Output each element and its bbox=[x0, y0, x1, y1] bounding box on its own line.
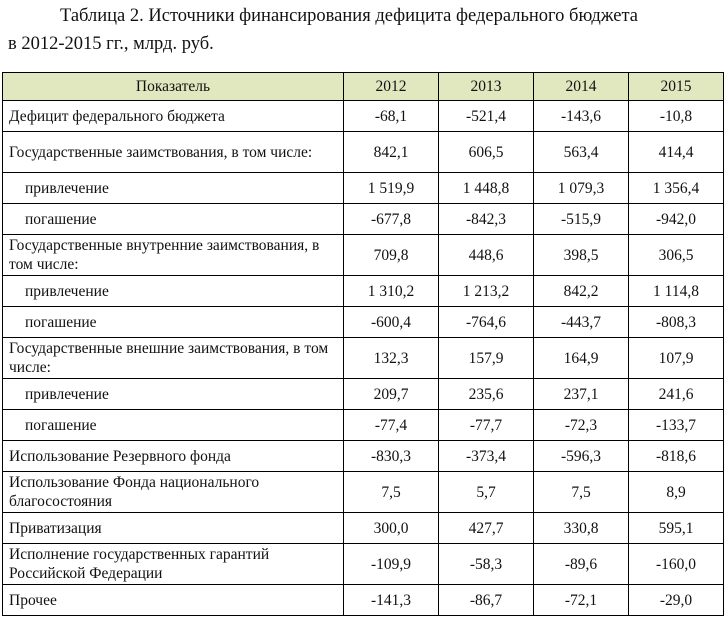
caption-line-2: в 2012-2015 гг., млрд. руб. bbox=[8, 34, 214, 54]
cell-2014: -596,3 bbox=[534, 441, 629, 472]
row-label: привлечение bbox=[3, 173, 344, 204]
cell-2012: -77,4 bbox=[344, 410, 439, 441]
cell-2015: 1 356,4 bbox=[629, 173, 724, 204]
table-row bbox=[3, 173, 724, 204]
table-row bbox=[3, 132, 724, 173]
cell-2012: -68,1 bbox=[344, 101, 439, 132]
row-label: Государственные внутренние заимствования, в том числе: bbox=[3, 235, 344, 276]
cell-2012: 7,5 bbox=[344, 472, 439, 513]
cell-2015: -10,8 bbox=[629, 101, 724, 132]
cell-2015: 1 114,8 bbox=[629, 276, 724, 307]
cell-2013: 1 448,8 bbox=[439, 173, 534, 204]
cell-2015: -29,0 bbox=[629, 585, 724, 616]
cell-2013: -842,3 bbox=[439, 204, 534, 235]
row-label: Государственные внешние заимствования, в том числе: bbox=[3, 338, 344, 379]
row-label: погашение bbox=[3, 307, 344, 338]
cell-2014: 7,5 bbox=[534, 472, 629, 513]
cell-2012: -141,3 bbox=[344, 585, 439, 616]
cell-2013: 235,6 bbox=[439, 379, 534, 410]
cell-2013: -521,4 bbox=[439, 101, 534, 132]
cell-2012: 709,8 bbox=[344, 235, 439, 276]
header-row bbox=[3, 73, 724, 101]
header-year-2012: 2012 bbox=[344, 73, 439, 101]
cell-2013: -77,7 bbox=[439, 410, 534, 441]
cell-2012: 300,0 bbox=[344, 513, 439, 544]
cell-2015: -133,7 bbox=[629, 410, 724, 441]
cell-2014: 842,2 bbox=[534, 276, 629, 307]
table-row bbox=[3, 307, 724, 338]
row-label: Использование Фонда национального благосостояния bbox=[3, 472, 344, 513]
row-label: привлечение bbox=[3, 379, 344, 410]
row-label: Государственные заимствования, в том числе: bbox=[3, 132, 344, 173]
cell-2015: 306,5 bbox=[629, 235, 724, 276]
row-label: погашение bbox=[3, 410, 344, 441]
table-row bbox=[3, 379, 724, 410]
cell-2013: 157,9 bbox=[439, 338, 534, 379]
header-year-2014: 2014 bbox=[534, 73, 629, 101]
table-row bbox=[3, 441, 724, 472]
table-row bbox=[3, 544, 724, 585]
cell-2012: 132,3 bbox=[344, 338, 439, 379]
row-label: Исполнение государственных гарантий Российской Федерации bbox=[3, 544, 344, 585]
header-year-2013: 2013 bbox=[439, 73, 534, 101]
row-label: привлечение bbox=[3, 276, 344, 307]
cell-2015: 414,4 bbox=[629, 132, 724, 173]
cell-2013: -86,7 bbox=[439, 585, 534, 616]
cell-2013: 448,6 bbox=[439, 235, 534, 276]
row-label: Дефицит федерального бюджета bbox=[3, 101, 344, 132]
table-caption bbox=[8, 2, 718, 58]
cell-2012: -109,9 bbox=[344, 544, 439, 585]
cell-2015: -818,6 bbox=[629, 441, 724, 472]
cell-2014: -443,7 bbox=[534, 307, 629, 338]
cell-2012: 209,7 bbox=[344, 379, 439, 410]
financing-table bbox=[2, 72, 724, 616]
cell-2013: -764,6 bbox=[439, 307, 534, 338]
row-label: Приватизация bbox=[3, 513, 344, 544]
row-label: погашение bbox=[3, 204, 344, 235]
cell-2013: 5,7 bbox=[439, 472, 534, 513]
cell-2014: -72,1 bbox=[534, 585, 629, 616]
cell-2014: 164,9 bbox=[534, 338, 629, 379]
caption-line-1: Таблица 2. Источники финансирования дефицита федерального бюджета bbox=[60, 6, 639, 26]
cell-2014: -89,6 bbox=[534, 544, 629, 585]
cell-2015: 107,9 bbox=[629, 338, 724, 379]
cell-2015: -160,0 bbox=[629, 544, 724, 585]
table-row bbox=[3, 513, 724, 544]
cell-2015: 595,1 bbox=[629, 513, 724, 544]
cell-2014: 330,8 bbox=[534, 513, 629, 544]
cell-2014: -515,9 bbox=[534, 204, 629, 235]
cell-2014: 563,4 bbox=[534, 132, 629, 173]
table-row bbox=[3, 472, 724, 513]
cell-2012: -600,4 bbox=[344, 307, 439, 338]
cell-2013: 1 213,2 bbox=[439, 276, 534, 307]
header-indicator: Показатель bbox=[3, 73, 344, 101]
cell-2015: -808,3 bbox=[629, 307, 724, 338]
cell-2013: -58,3 bbox=[439, 544, 534, 585]
cell-2012: 842,1 bbox=[344, 132, 439, 173]
cell-2013: 606,5 bbox=[439, 132, 534, 173]
cell-2015: -942,0 bbox=[629, 204, 724, 235]
cell-2014: -143,6 bbox=[534, 101, 629, 132]
cell-2013: -373,4 bbox=[439, 441, 534, 472]
table-row bbox=[3, 235, 724, 276]
cell-2014: 1 079,3 bbox=[534, 173, 629, 204]
cell-2012: 1 310,2 bbox=[344, 276, 439, 307]
table-row bbox=[3, 204, 724, 235]
cell-2014: -72,3 bbox=[534, 410, 629, 441]
row-label: Использование Резервного фонда bbox=[3, 441, 344, 472]
cell-2012: -677,8 bbox=[344, 204, 439, 235]
cell-2015: 241,6 bbox=[629, 379, 724, 410]
cell-2012: 1 519,9 bbox=[344, 173, 439, 204]
table-row bbox=[3, 338, 724, 379]
cell-2014: 237,1 bbox=[534, 379, 629, 410]
cell-2012: -830,3 bbox=[344, 441, 439, 472]
header-year-2015: 2015 bbox=[629, 73, 724, 101]
table-row bbox=[3, 410, 724, 441]
table-row bbox=[3, 101, 724, 132]
cell-2015: 8,9 bbox=[629, 472, 724, 513]
cell-2013: 427,7 bbox=[439, 513, 534, 544]
table-row bbox=[3, 276, 724, 307]
table-row bbox=[3, 585, 724, 616]
row-label: Прочее bbox=[3, 585, 344, 616]
cell-2014: 398,5 bbox=[534, 235, 629, 276]
